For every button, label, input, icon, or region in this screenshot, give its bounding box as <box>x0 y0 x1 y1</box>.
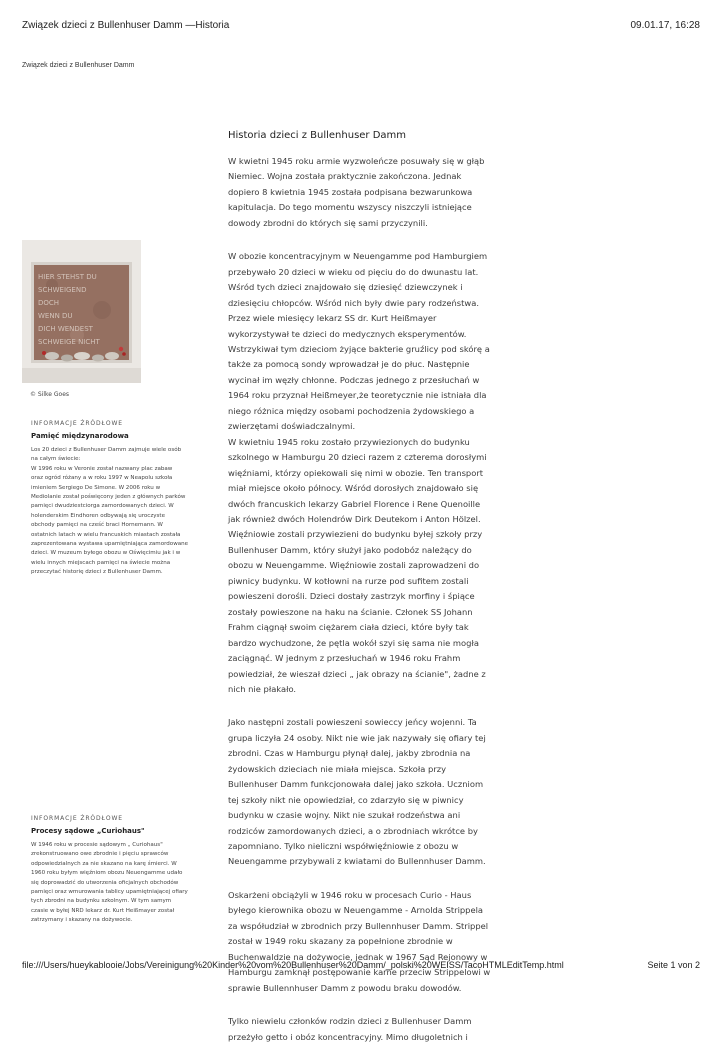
sidebar-box-title: Pamięć międzynarodowa <box>31 432 129 440</box>
plaque-line-6: SCHWEIGE NICHT <box>38 338 100 346</box>
sidebar-box-international-memory <box>31 420 211 578</box>
plaque-line-5: DICH WENDEST <box>38 325 93 333</box>
print-footer-url: file:///Users/hueykablooie/Jobs/Vereinigung%20Kinder%20vom%20Bullenhuser%20Damm/_polski%20WEISS/TacoHTMLEditTemp.html <box>22 960 564 970</box>
article-paragraph: W obozie koncentracyjnym w Neuengamme pod Hamburgiem przebywało 20 dzieci w wieku od pięciu do do dwunastu lat. Wśród tych dzieci znajdowało się dziesięć dziewczynek i dziesięciu chłopców. Wśród nich były dwie pary rodzeństwa. Przez wiele miesięcy lekarz SS dr. Kurt Heißmayer wykorzystywał te dzieci do medycznych eksperymentów. Wstrzykiwał tym dzieciom żyjące bakterie gruźlicy pod skórę a także za pomocą sondy wprowadzał je do płuc. Następnie wycinał im węzły chłonne. Podczas jednego z przesłuchań w 1964 roku przyznał Heißmeyer,że teoretycznie nie istniała dla niego różnica między osobami pochodzenia żydowskiego a zwierzętami doświadczalnymi. <box>228 251 490 432</box>
photo-caption: © Silke Goes <box>30 391 70 398</box>
plaque-line-1: HIER STEHST DU <box>38 273 97 281</box>
article <box>228 128 504 1045</box>
article-paragraph: W kwietniu 1945 roku zostało przywiezionych do budynku szkolnego w Hamburgu 20 dzieci razem z czterema dorosłymi więźniami, którzy opiekowali się nimi w obozie. Ten transport miał miejsce około północy. Wśród dorosłych znajdowało się dwóch francuskich lekarzy Gabriel Florence i Rene Quenoille jak również dwóch Holendrów Dirk Deutekom i Anton Hölzel. Więźniowie zostali przywiezieni do budynku byłej szkoły przy Bullenhuser Damm, który służył jako podobóz należący do obozu w Neuengamme. Więźniowie zostali zaprowadzeni do piwnicy budynku. W kotłowni na rurze pod sufitem zostali powieszeni dorośli. Dzieci dostały zastrzyk morfiny i śpiące zostały powieszone na haku na ścianie. Członek SS Johann Frahm ciągnął swoim ciężarem ciała dzieci, które były tak bardzo wychudzone, że pętla wokół szyi się sama nie mogła zaciągnąć. W jednym z przesłuchań w 1946 roku Frahm powiedział, że wieszał dzieci „ jak obrazy na ścianie", żadne z nich nie płakało. <box>228 436 487 694</box>
memorial-plaque-photo <box>22 240 141 383</box>
sidebar-kicker: INFORMACJE ŹRÓDŁOWE <box>31 815 123 822</box>
sidebar-box-text: Los 20 dzieci z Bullenhuser Damm zajmuje wiele osób na całym świecie: W 1996 roku w Veronie został nazwany plac zabaw oraz ogród różany a w roku 1997 w Neapolu szkoła imieniem Sergiego De Simone. W 2006 roku w Mediolanie został poświęcony jeden z głównych parków pamięci dwudziestciorga zamordowanych dzieci. W holenderskim Eindhoren odbywają się uroczyste obchody pamięci na cześć braci Hornemann. W ostatnich latach w wielu francuskich miastach została zaprezentowana wystawa upamiętniająca zamordowane dzieci. W muzeum byłego obozu w Oświęcimiu jak i w wielu innych miejscach pamięci na świecie można przeczytać historię dzieci z Bullenhuser Damm. <box>31 447 189 576</box>
print-header-datetime: 09.01.17, 16:28 <box>630 20 700 31</box>
plaque-line-3: DOCH <box>38 299 60 307</box>
print-header-title: Związek dzieci z Bullenhuser Damm —Historia <box>22 20 230 31</box>
print-footer-page-number: Seite 1 von 2 <box>647 960 700 970</box>
article-paragraph: Tylko niewielu członków rodzin dzieci z Bullenhuser Damm przeżyło getto i obóz koncentracyjny. Mimo długoletnich i <box>228 1016 472 1042</box>
article-paragraph: W kwietni 1945 roku armie wyzwoleńcze posuwały się w głąb Niemiec. Wojna została praktycznie zakończona. Jednak dopiero 8 kwietnia 1945 została podpisana bezwarunkowa kapitulacja. Do tego momentu wszyscy niszczyli istniejące dowody zbrodni do których się sami przyczynili. <box>228 156 485 228</box>
article-paragraph: Jako następni zostali powieszeni sowieccy jeńcy wojenni. Ta grupa liczyła 24 osoby. Nikt nie wie jak nazywały się ofiary tej zbrodni. Czas w Hamburgu płynął dalej, jakby zbrodnia na żydowskich dzieciach nie miała miejsca. Szkoła przy Bullenhuser Damm funkcjonowała dalej jako szkoła. Uczniom tej szkoły nikt nie opowiedział, co zdarzyło się w piwnicy budynku w czasie wojny. Nikt nie szukał rodzeństwa ani rodziców zamordowanych dzieci, a o zbrodniach wkrótce by zapomniano. Tylko nieliczni współwięźniowie z obozu w Neuengamme przybywali z kwiatami do Bullennhuser Damm. <box>228 717 486 867</box>
article-title: Historia dzieci z Bullenhuser Damm <box>228 130 407 141</box>
plaque-line-4: WENN DU <box>38 312 73 320</box>
memorial-plaque-illustration <box>22 240 141 383</box>
sidebar-box-title: Procesy sądowe „Curiohaus" <box>31 827 145 835</box>
site-title[interactable]: Związek dzieci z Bullenhuser Damm <box>22 62 135 69</box>
sidebar-box-text: W 1946 roku w procesie sądowym „ Curiohaus" zrekonstruowano owe zbrodnie i pięciu sprawców odpowiedzialnych za nie skazano na karę śmierci. W 1960 roku byłym więźniom obozu Neuengamme udało się doprowadzić do utworzenia oficjalnych obchodów pamięci oraz wmurowania tablicy upamiętniającej ofiary tych zbrodni na budynku szkolnym. W tym samym czasie w byłej NRD lekarz dr. Kurt Heißmayer został zatrzymany i skazany na dożywocie. <box>31 842 188 924</box>
plaque-line-2: SCHWEIGEND <box>38 286 87 294</box>
sidebar-box-curiohaus-trials <box>31 815 211 926</box>
article-paragraph: Oskarżeni obciążyli w 1946 roku w procesach Curio - Haus byłego kierownika obozu w Neuengamme - Arnolda Strippela za współudział w zbrodnich przy Bullennhuser Damm. Strippel został w 1949 roku skazany za popełnione zbrodnie w Buchenwaldzie na dożywocie, jednak w 1967 Sąd Rejonowy w Hamburgu zamknął postępowanie karne przeciw Strippelowi w sprawie Bullennhuser Damm z powodu braku dowodów. <box>228 889 491 993</box>
sidebar-kicker: INFORMACJE ŹRÓDŁOWE <box>31 420 123 427</box>
